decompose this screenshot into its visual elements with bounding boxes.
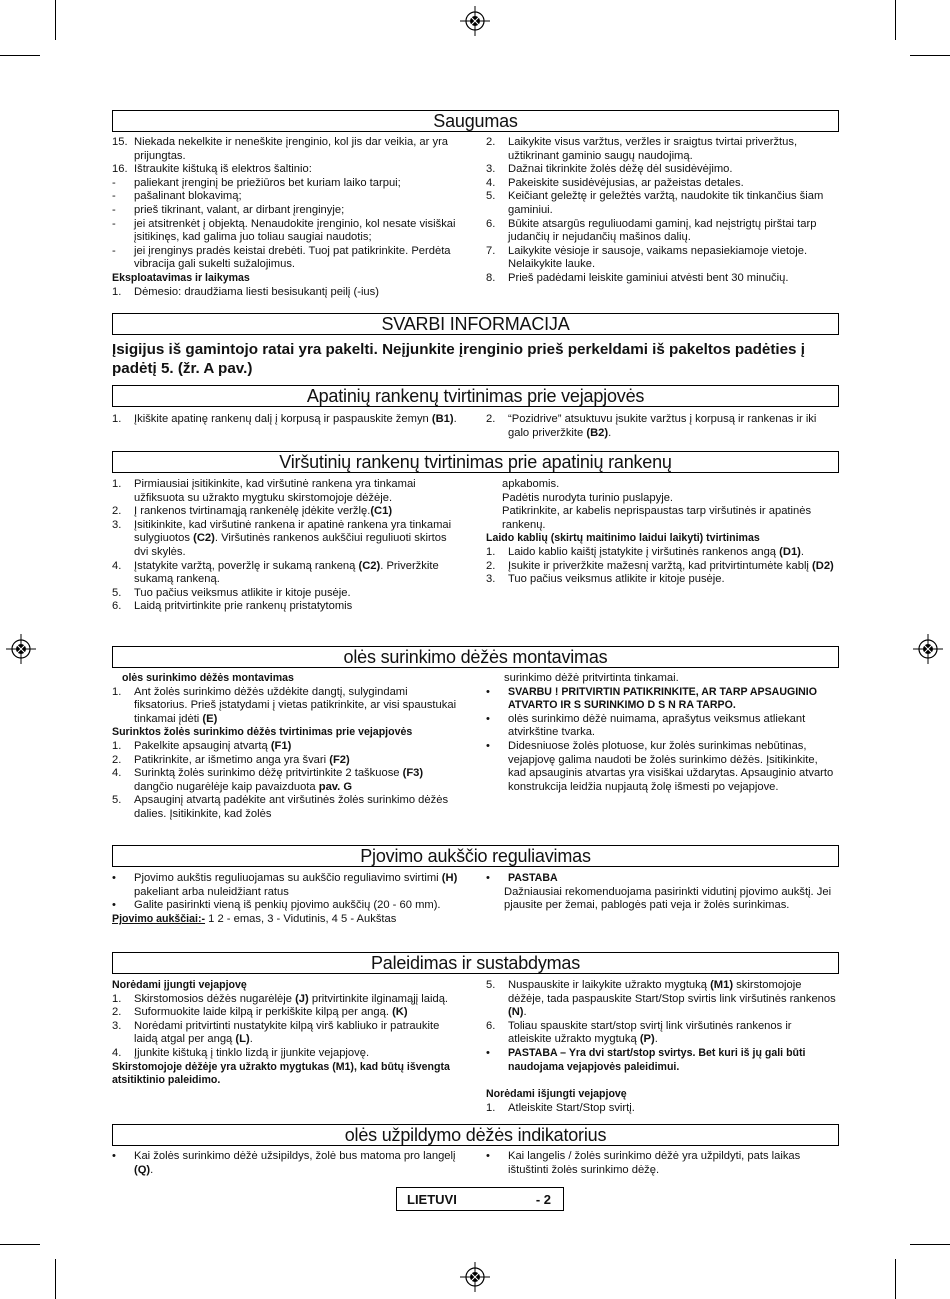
list-item: 1. Laido kablio kaištį įstatykite į viršutinės rankenos angą (D1). [486,545,805,558]
list-item: - prieš tikrinant, valant, ar dirbant įrenginyje; [112,203,345,216]
note-title: • PASTABA [486,872,558,884]
list-item: 1. Dėmesio: draudžiama liesti besisukantį peilį (-ius) [112,285,379,298]
list-item: 3. Įsitikinkite, kad viršutinė rankena ir apatinė rankena yra tinkamai sulygiuotos (C2). Viršutinės rankenos aukščiui reguliuoti skirtos dvi skylės. [112,518,452,558]
cutting-heights: Pjovimo aukščiai:- 1 2 - emas, 3 - Vidutinis, 4 5 - Aukštas [112,912,397,925]
section-heading-pjovimo: Pjovimo aukščio reguliavimas [112,845,839,867]
page-footer [396,1187,564,1211]
list-item: 6. Toliau spauskite start/stop svirtį link viršutinės rankenos ir atleiskite užrakto mygtuką (P). [486,1019,792,1046]
paleidimas-left-column [112,979,464,1088]
list-item: • Pjovimo aukštis reguliuojamas su aukščio reguliavimo svirtimi (H) pakeliant arba nuleidžiant ratus [112,872,458,898]
list-item: 2. Patikrinkite, ar išmetimo anga yra švari (F2) [112,753,350,766]
subheading: Norėdami įjungti vejapjovę [112,979,247,991]
list-item: 1. Įkiškite apatinę rankenų dalį į korpusą ir paspauskite žemyn (B1). [112,413,457,425]
subheading: Surinktos žolės surinkimo dėžės tvirtinimas prie vejapjovės [112,726,413,739]
list-item: 15. Niekada nekelkite ir neneškite įrenginio, kol jis dar veikia, ar yra prijungtas. [112,136,449,162]
continued-text: apkabomis. Padėtis nurodyta turinio puslapyje. Patikrinkite, ar kabelis neprispaustas tarp viršutinės ir apatinės rankenų. [502,478,812,531]
crop-mark [0,1244,40,1245]
list-item: 2. Įsukite ir priveržkite mažesnį varžtą, kad pritvirtintumėte kablį (D2) [486,559,834,572]
list-item: 16. Ištraukite kištuką iš elektros šaltinio: [112,163,312,176]
list-item: • SVARBU ! PRITVIRTIN PATIKRINKITE, AR TARP APSAUGINIO ATVARTO IR S SURINKIMO D S N RA TARPO. [486,685,817,712]
list-item: 8. Prieš padėdami leiskite gaminiui atvėsti bent 30 minučių. [486,271,789,284]
uzpildymo-left-column [112,1150,462,1177]
list-item: - paliekant įrenginį be priežiūros bet kuriam laiko tarpui; [112,176,401,189]
crop-mark [895,1259,896,1299]
list-item: - pašalinant blokavimą; [112,190,242,203]
list-item: • Galite pasirinkti vieną iš penkių pjovimo aukščių (20 - 60 mm). [112,899,441,912]
crop-mark [910,55,950,56]
paleidimas-right-column [486,979,836,1115]
registration-mark-icon [460,6,490,36]
list-item: 4. Įjunkite kištuką į tinklo lizdą ir įjunkite vejapjovę. [112,1046,370,1059]
registration-mark-icon [6,634,36,664]
list-item: 2. Į rankenos tvirtinamąją rankenėlę įdėkite veržlę.(C1) [112,505,393,518]
surinkimo-left-column [112,672,464,822]
list-item: 3. Dažnai tikrinkite žolės dėžę dėl susidėvėjimo. [486,163,733,176]
registration-mark-icon [913,634,943,664]
list-item: 3. Norėdami pritvirtinti nustatykite kilpą virš kabliuko ir patraukite laidą atgal per angą (L). [112,1019,440,1046]
list-item: 5. Apsauginį atvartą padėkite ant viršutinės žolės surinkimo dėžės dalies. Įsitikinkite, kad žolės [112,794,449,820]
important-notice: Įsigijus iš gamintojo ratai yra pakelti. Neįjunkite įrenginio prieš perkeldami iš pakeltos padėties į padėtį 5. (žr. A pav.) [112,341,805,377]
list-item: 1. Pirmiausiai įsitikinkite, kad viršutinė rankena yra tinkamai užfiksuota su užrakto mygtuku skirstomojoje dėžėje. [112,478,416,504]
saugumas-right-column [486,136,834,286]
list-item: 5. Nuspauskite ir laikykite užrakto mygtuką (M1) skirstomojoje dėžėje, tada paspauskite Start/Stop svirtis link viršutinės rankenos (N). [486,979,836,1019]
list-item: - jei įrenginys pradės keistai drebėti. Tuoj pat patikrinkite. Perdėta vibracija gali sukelti sužalojimus. [112,244,451,271]
list-item: 6. Būkite atsargūs reguliuodami gaminį, kad neįstrigtų pirštai tarp judančių ir nejudančių mašinos dalių. [486,217,817,244]
subheading: olės surinkimo dėžės montavimas [122,672,294,684]
list-item: 3. Tuo pačius veiksmus atlikite ir kitoje pusėje. [486,573,725,586]
list-item: 7. Laikykite vėsioje ir sausoje, vaikams nepasiekiamoje vietoje. Nelaikykite lauke. [486,244,808,271]
subheading: Norėdami išjungti vejapjovę [486,1088,627,1101]
crop-mark [55,0,56,40]
section-heading-uzpildymo: olės užpildymo dėžės indikatorius [112,1124,839,1146]
list-item: 4. Įstatykite varžtą, poveržlę ir sukamą rankeną (C2). Priveržkite sukamą rankeną. [112,559,439,586]
pjovimo-right-column [486,872,836,913]
list-item: 2. Suformuokite laide kilpą ir perkiškite kilpą per angą. (K) [112,1006,408,1019]
section-heading-saugumas: Saugumas [112,110,839,132]
saugumas-left-column [112,136,462,299]
section-heading-virsutiniu: Viršutinių rankenų tvirtinimas prie apatinių rankenų [112,451,839,473]
list-item: 5. Tuo pačius veiksmus atlikite ir kitoje pusėje. [112,586,351,599]
list-item: • olės surinkimo dėžė nuimama, aprašytus veiksmus atliekant atvirkštine tvarka. [486,712,806,739]
surinkimo-right-column [486,672,836,794]
list-item: 4. Pakeiskite susidėvėjusias, ar pažeistas detales. [486,176,744,189]
section-heading-surinkimo: olės surinkimo dėžės montavimas [112,646,839,668]
list-item: • Didesniuose žolės plotuose, kur žolės surinkimas nebūtinas, vejapjovę galima naudoti be žolės surinkimo dėžės. Įsitikinkite, kad apsauginis atvartas yra visiškai uždarytas. Apsauginio atvarto konstrukcija leidžia nupjautą žolę išmesti po vejapjove. [486,739,834,793]
list-item: 1. Atleiskite Start/Stop svirtį. [486,1101,635,1114]
crop-mark [910,1244,950,1245]
list-item: • Kai langelis / žolės surinkimo dėžė yra užpildyti, pats laikas ištuštinti žolės surinkimo dėžę. [486,1150,801,1176]
uzpildymo-right-column [486,1150,836,1177]
continued-text: surinkimo dėžė pritvirtinta tinkamai. [504,672,679,684]
language-label: LIETUVI [407,1192,457,1207]
list-item: 1. Pakelkite apsauginį atvartą (F1) [112,739,292,752]
virsutiniu-right-column [486,478,836,587]
section-heading-apatiniu: Apatinių rankenų tvirtinimas prie vejapjovės [112,385,839,407]
crop-mark [0,55,40,56]
list-item: - jei atsitrenkėt į objektą. Nenaudokite įrenginio, kol nesate visiškai įsitikinęs, kad galima juo toliau saugiai naudotis; [112,217,456,244]
crop-mark [895,0,896,40]
registration-mark-icon [460,1262,490,1292]
list-item: 1. Ant žolės surinkimo dėžės uždėkite dangtį, sulygindami fiksatorius. Prieš įstatydami į vietas patikrinkite, ar visi spaustukai tinkamai įdėti (E) [112,685,457,725]
apatiniu-left-column [112,413,462,427]
note-item: • PASTABA – Yra dvi start/stop svirtys. Bet kuri iš jų gali būti naudojama vejapjovės paleidimui. [486,1046,806,1073]
list-item: 2. Laikykite visus varžtus, veržles ir sraigtus tvirtai priveržtus, užtikrinant gaminio saugų naudojimą. [486,136,798,162]
section-heading-paleidimas: Paleidimas ir sustabdymas [112,952,839,974]
list-item: 2. “Pozidrive” atsuktuvu įsukite varžtus į korpusą ir rankenas ir iki galo priveržkite (B2). [486,413,817,439]
section-heading-svarbi: SVARBI INFORMACIJA [112,313,839,335]
pjovimo-left-column [112,872,462,926]
list-item: • Kai žolės surinkimo dėžė užsipildys, žolė bus matoma pro langelį (Q). [112,1150,456,1176]
subheading: Eksploatavimas ir laikymas [112,271,250,284]
list-item: 6. Laidą pritvirtinkite prie rankenų pristatytomis [112,600,353,613]
list-item: 4. Surinktą žolės surinkimo dėžę pritvirtinkite 2 taškuose (F3) dangčio nugarėlėje kaip pavaizduota pav. G [112,767,424,793]
note-text: Dažniausiai rekomenduojama pasirinkti vidutinį pjovimo aukštį. Jei pjausite per žemai, pablogės pati veja ir žolės surinkimas. [504,885,832,912]
apatiniu-right-column [486,413,834,440]
crop-mark [55,1259,56,1299]
page-number: - 2 [535,1192,551,1207]
subheading: Laido kablių (skirtų maitinimo laidui laikyti) tvirtinimas [486,532,760,545]
virsutiniu-left-column [112,478,462,614]
list-item: 1. Skirstomosios dėžės nugarėlėje (J) pritvirtinkite ilginamąjį laidą. [112,992,449,1005]
warning-text: Skirstomojoje dėžėje yra užrakto mygtukas (M1), kad būtų išvengta atsitiktinio paleidimo. [112,1060,450,1087]
list-item: 5. Keičiant geležtę ir geležtės varžtą, naudokite tik tinkančius šiam gaminiui. [486,190,824,216]
